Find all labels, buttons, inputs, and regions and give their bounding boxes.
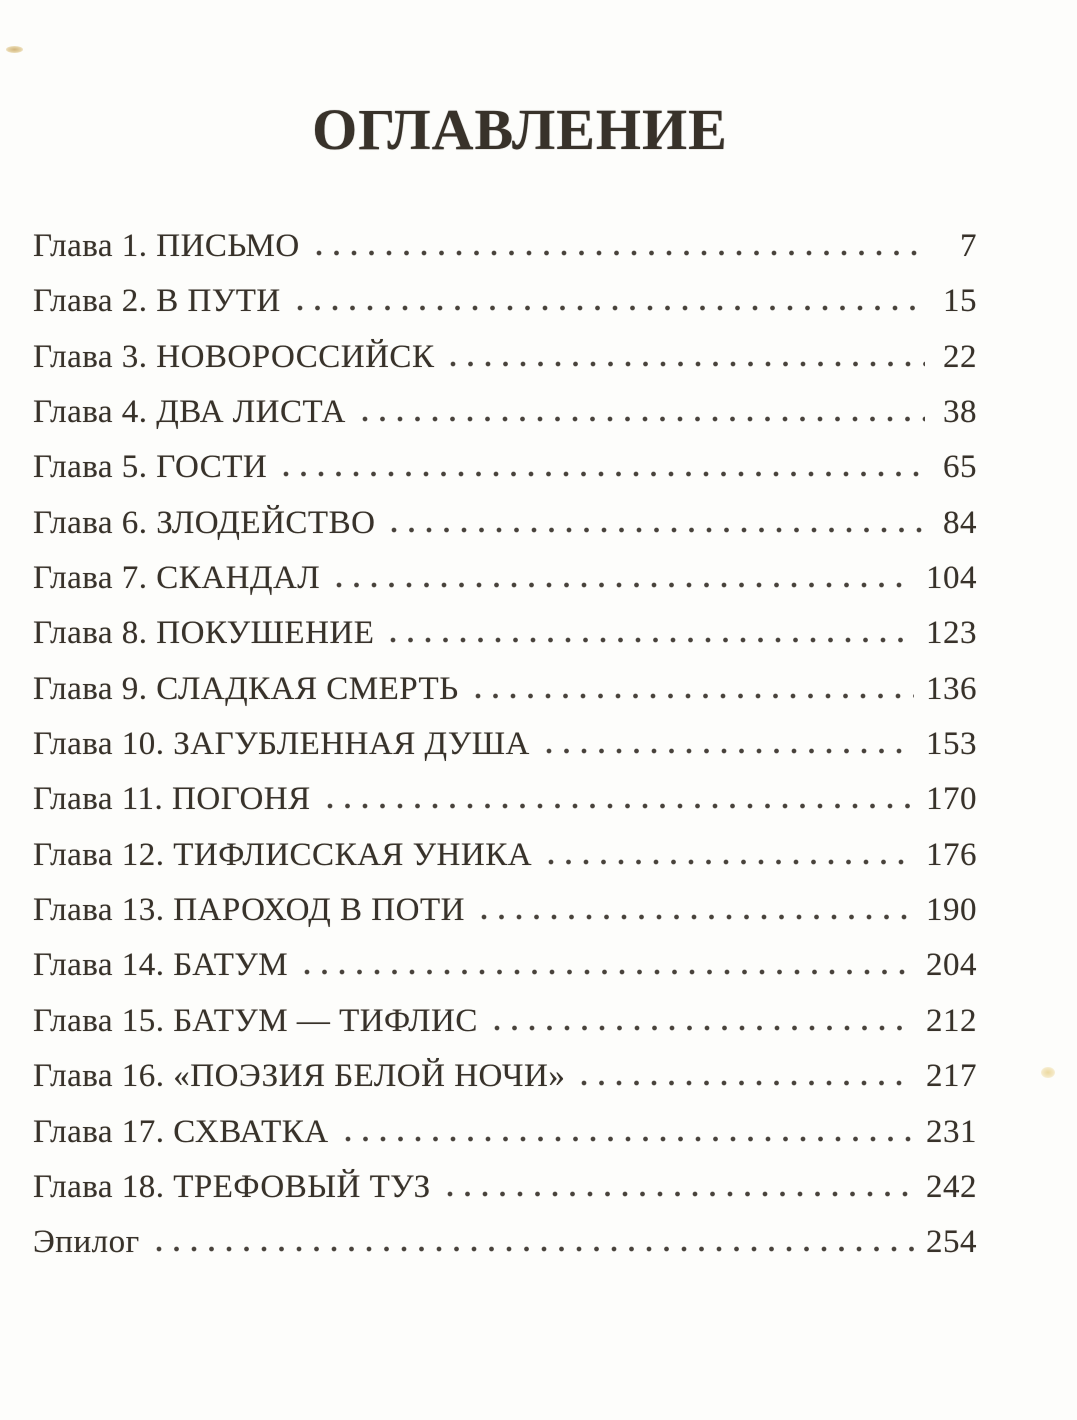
- dot-leader: [546, 748, 914, 754]
- dot-leader: [327, 803, 914, 809]
- toc-row: [33, 1049, 977, 1104]
- dot-leader: [391, 527, 925, 533]
- toc-row: [33, 717, 977, 772]
- toc-row: [33, 440, 977, 495]
- toc-row: [33, 274, 977, 329]
- chapter-label: Глава 5. ГОСТИ: [33, 449, 268, 486]
- chapter-label: Глава 11. ПОГОНЯ: [33, 781, 311, 818]
- dot-leader: [481, 914, 914, 920]
- toc-row: [33, 496, 977, 551]
- toc-row: [33, 1160, 977, 1215]
- toc-row: [33, 551, 977, 606]
- dot-leader: [345, 1136, 914, 1142]
- chapter-label: Глава 1. ПИСЬМО: [33, 228, 300, 264]
- chapter-label: Глава 2. В ПУТИ: [33, 283, 281, 320]
- toc-row: [33, 1215, 977, 1270]
- dot-leader: [336, 582, 914, 588]
- dot-leader: [447, 1191, 914, 1197]
- page-number: 38: [943, 394, 977, 431]
- chapter-label: Глава 13. ПАРОХОД В ПОТИ: [33, 892, 465, 929]
- chapter-label: Глава 9. СЛАДКАЯ СМЕРТЬ: [33, 670, 459, 707]
- toc-row: [33, 385, 977, 440]
- toc-row: [33, 606, 977, 661]
- toc-row: [33, 662, 977, 717]
- page-number: 176: [926, 836, 977, 873]
- page-number: 212: [926, 1002, 977, 1039]
- page-number: 217: [926, 1058, 977, 1095]
- page-number: 15: [943, 283, 977, 320]
- toc-row: [33, 1105, 977, 1160]
- toc-row: [33, 828, 977, 883]
- toc-row: [33, 772, 977, 827]
- toc-row: [33, 938, 977, 993]
- chapter-label: Глава 15. БАТУМ — ТИФЛИС: [33, 1002, 478, 1039]
- page-number: 170: [926, 781, 977, 818]
- chapter-label: Глава 7. СКАНДАЛ: [33, 560, 321, 597]
- page-number: 7: [960, 228, 977, 264]
- page-number: 204: [926, 947, 977, 984]
- chapter-label: Глава 12. ТИФЛИССКАЯ УНИКА: [33, 836, 533, 873]
- dot-leader: [450, 361, 925, 367]
- chapter-label: Глава 3. НОВОРОССИЙСК: [33, 338, 435, 375]
- chapter-label: Эпилог: [33, 1224, 140, 1261]
- toc-row: [33, 330, 977, 385]
- dot-leader: [494, 1025, 914, 1031]
- toc-list: [33, 219, 977, 1271]
- page-number: 123: [926, 615, 977, 652]
- dot-leader: [297, 305, 925, 311]
- chapter-label: Глава 16. «ПОЭЗИЯ БЕЛОЙ НОЧИ»: [33, 1058, 566, 1095]
- dot-leader: [475, 693, 914, 699]
- chapter-label: Глава 4. ДВА ЛИСТА: [33, 394, 346, 431]
- page-number: 22: [943, 338, 977, 375]
- toc-row: [33, 994, 977, 1049]
- dot-leader: [362, 416, 925, 422]
- chapter-label: Глава 18. ТРЕФОВЫЙ ТУЗ: [33, 1168, 431, 1205]
- page-number: 231: [926, 1113, 977, 1150]
- page-number: 153: [926, 726, 977, 763]
- page-number: 136: [926, 670, 977, 707]
- page-number: 104: [926, 560, 977, 597]
- page-number: 242: [926, 1168, 977, 1205]
- dot-leader: [316, 250, 925, 256]
- page-number: 190: [926, 892, 977, 929]
- chapter-label: Глава 10. ЗАГУБЛЕННАЯ ДУША: [33, 726, 530, 763]
- chapter-label: Глава 8. ПОКУШЕНИЕ: [33, 615, 375, 652]
- toc-row: [33, 883, 977, 938]
- dot-leader: [283, 471, 925, 477]
- scan-speck: [1041, 1067, 1055, 1078]
- dot-leader: [390, 637, 914, 643]
- toc-row: [33, 219, 977, 274]
- page-title: ОГЛАВЛЕНИЕ: [312, 97, 728, 162]
- dot-leader: [304, 969, 914, 975]
- chapter-label: Глава 17. СХВАТКА: [33, 1113, 329, 1150]
- page-number: 254: [926, 1224, 977, 1261]
- dot-leader: [156, 1246, 914, 1252]
- dot-leader: [581, 1080, 914, 1086]
- chapter-label: Глава 14. БАТУМ: [33, 947, 289, 984]
- page-number: 84: [943, 504, 977, 541]
- dot-leader: [548, 859, 914, 865]
- chapter-label: Глава 6. ЗЛОДЕЙСТВО: [33, 504, 376, 541]
- scan-speck: [6, 46, 23, 53]
- page-number: 65: [943, 449, 977, 486]
